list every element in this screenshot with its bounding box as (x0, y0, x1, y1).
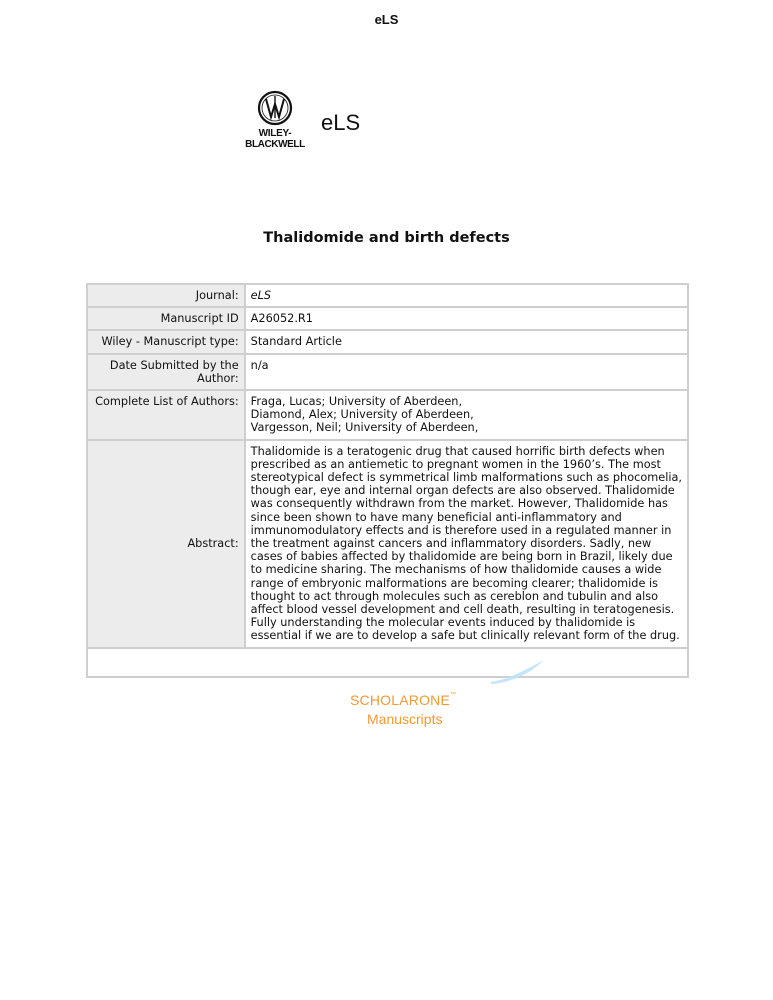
author-entry: Fraga, Lucas; University of Aberdeen, (250, 395, 463, 409)
manuscript-id-value: A26052.R1 (245, 307, 688, 330)
date-submitted-value: n/a (245, 354, 688, 390)
abstract-line: was consequently withdrawn from the market. However, Thalidomide has (250, 497, 668, 511)
abstract-line: essential if we are to develop a safe but clinically relevant form of the drug. (250, 629, 680, 643)
journal-value-text: eLS (250, 289, 272, 302)
running-header: eLS (374, 12, 399, 27)
date-submitted-label: Date Submitted by the Author: (87, 354, 245, 390)
authors-list (245, 390, 688, 440)
journal-value (245, 284, 688, 307)
manuscript-id-row (87, 307, 688, 330)
scholarone-brand-part2: ONE (419, 692, 451, 708)
manuscript-type-label: Wiley - Manuscript type: (87, 330, 245, 353)
scholarone-brand (350, 692, 456, 708)
author-entry: Vargesson, Neil; University of Aberdeen, (250, 421, 479, 435)
abstract-line: immunomodulatory effects and is therefore used in a regulated manner in (250, 523, 672, 537)
trademark-symbol: ™ (450, 692, 457, 698)
logo-journal-name: eLS (321, 110, 361, 135)
abstract-line: since been shown to have many beneficial anti-inflammatory and (250, 510, 622, 524)
scholarone-manuscripts: Manuscripts (367, 711, 443, 727)
abstract-line: Thalidomide is a teratogenic drug that caused horrific birth defects when (250, 444, 665, 458)
authors-label: Complete List of Authors: (87, 390, 245, 440)
journal-row (87, 284, 688, 307)
abstract-line: Fully understanding the molecular events induced by thalidomide is (250, 616, 636, 630)
abstract-label: Abstract: (87, 440, 245, 648)
abstract-text (245, 440, 688, 648)
wiley-seal-icon (244, 88, 308, 152)
manuscript-id-label: Manuscript ID (87, 307, 245, 330)
scholarone-brand-part1: SCHOLAR (350, 692, 420, 708)
logo-wiley-text: WILEY- (258, 128, 292, 139)
manuscript-type-value: Standard Article (245, 330, 688, 353)
logo-blackwell-text: BLACKWELL (245, 139, 305, 150)
abstract-line: though ear, eye and internal organ defects are also observed. Thalidomide (250, 484, 675, 498)
scholarone-logo (350, 692, 456, 727)
empty-cell (87, 648, 688, 677)
abstract-row (87, 440, 688, 648)
date-submitted-row (87, 354, 688, 390)
manuscript-type-row (87, 330, 688, 353)
journal-label: Journal: (87, 284, 245, 307)
abstract-line: to medicine sharing. The mechanisms of how thalidomide causes a wide (250, 563, 662, 577)
abstract-line: prescribed as an antiemetic to pregnant women in the 1960’s. The most (250, 457, 661, 471)
abstract-line: cases of babies affected by thalidomide are being born in Brazil, likely due (250, 550, 673, 564)
author-entry: Diamond, Alex; University of Aberdeen, (250, 408, 474, 422)
authors-row (87, 390, 688, 440)
abstract-line: the treatment against cancers and inflammatory disorders. Sadly, new (250, 537, 652, 551)
manuscript-info-table (86, 283, 689, 678)
abstract-line: range of embryonic malformations are becoming clearer; thalidomide is (250, 576, 659, 590)
abstract-line: affect blood vessel development and cell death, resulting in teratogenesis. (250, 603, 675, 617)
document-title: Thalidomide and birth defects (263, 230, 510, 246)
abstract-line: stereotypical defect is symmetrical limb malformations such as phocomelia, (250, 471, 682, 485)
watermark-swoosh-icon (488, 658, 548, 686)
empty-row (87, 648, 688, 677)
wiley-blackwell-logo (244, 88, 308, 152)
abstract-line: thought to act through molecules such as cereblon and tubulin and also (250, 589, 659, 603)
